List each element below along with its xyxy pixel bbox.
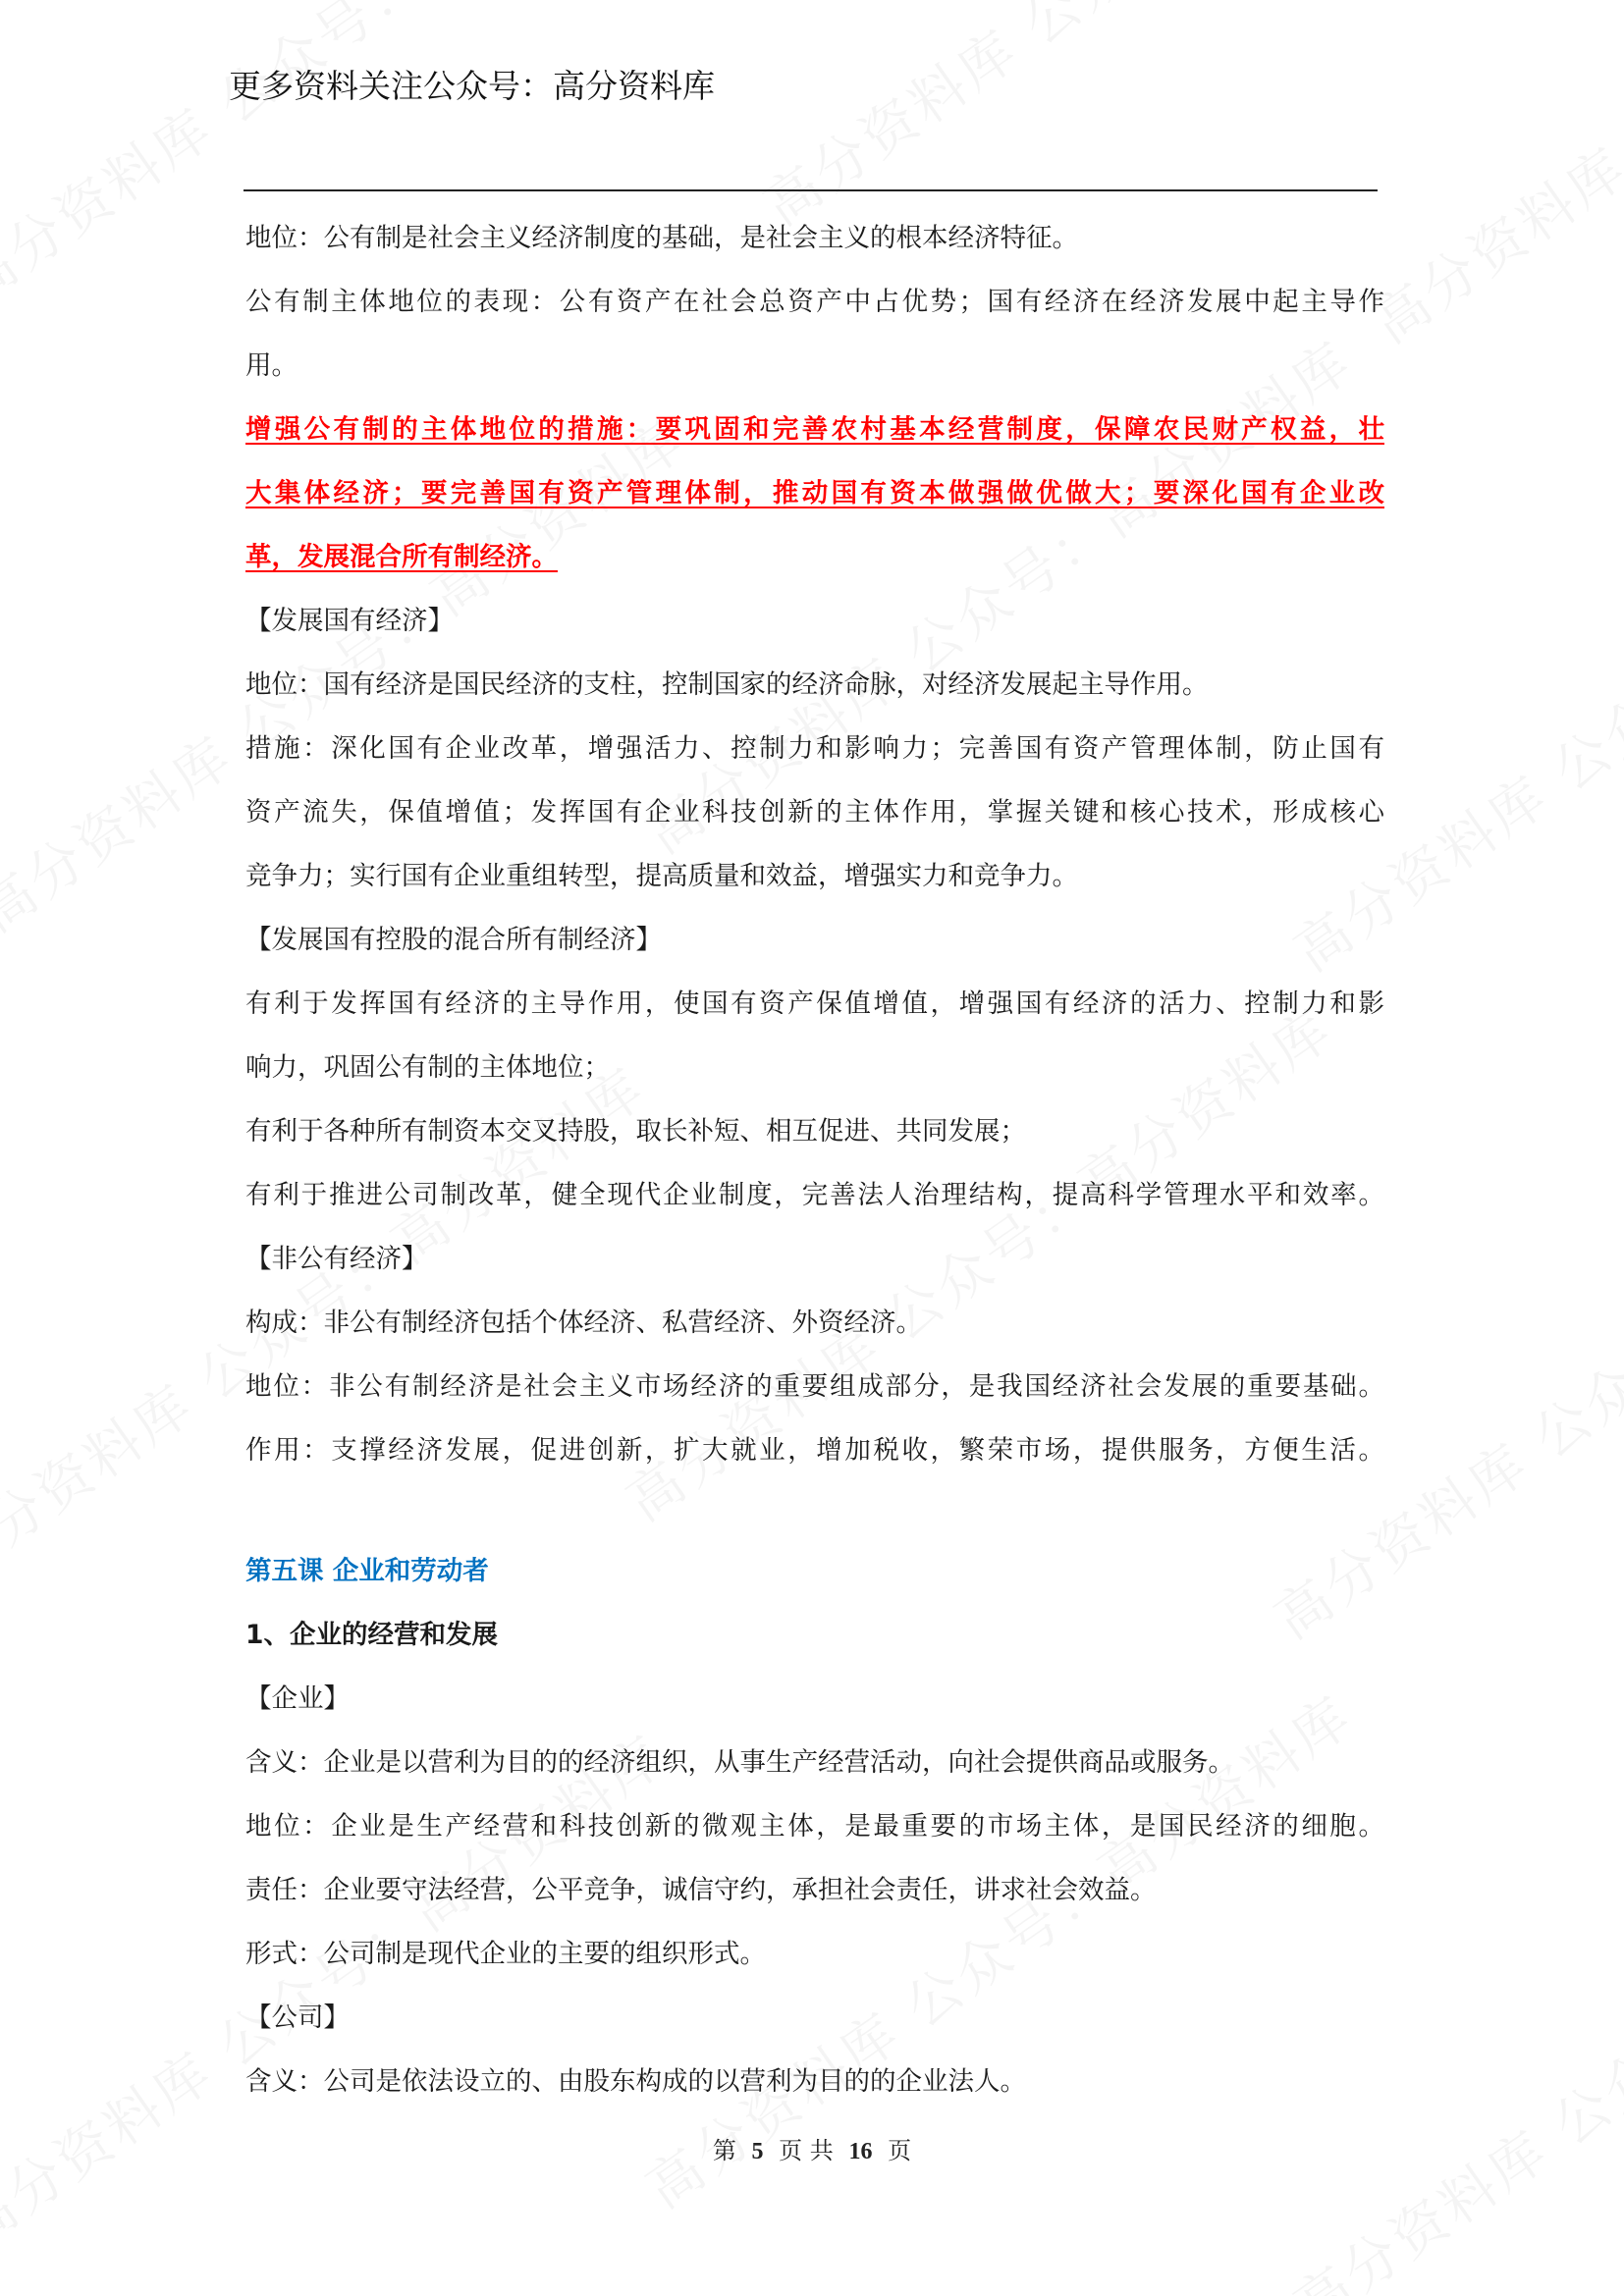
subheading: 【发展国有控股的混合所有制经济】	[245, 925, 662, 955]
current-page-number: 5	[751, 2139, 764, 2164]
text-line: 地位：非公有制经济是社会主义市场经济的重要组成部分，是我国经济社会发展的重要基础。	[245, 1371, 1384, 1402]
text-line: 地位：国有经济是国民经济的支柱，控制国家的经济命脉，对经济发展起主导作用。	[245, 669, 1209, 700]
text-line: 措施：深化国有企业改革，增强活力、控制力和影响力；完善国有资产管理体制，防止国有	[245, 733, 1384, 764]
page-label-suffix: 页	[888, 2137, 912, 2164]
text-line: 责任：企业要守法经营，公平竞争，诚信守约，承担社会责任，讲求社会效益。	[245, 1875, 1157, 1905]
highlighted-line: 大集体经济；要完善国有资产管理体制，推动国有资本做强做优做大；要深化国有企业改	[245, 478, 1384, 508]
text-line: 资产流失，保值增值；发挥国有企业科技创新的主体作用，掌握关键和核心技术，形成核心	[245, 797, 1384, 828]
subheading: 【公司】	[245, 2002, 350, 2033]
total-page-count: 16	[848, 2139, 873, 2164]
watermark-text	[746, 0, 1485, 241]
text-line: 公有制主体地位的表现：公有资产在社会总资产中占优势；国有经济在经济发展中起主导作	[245, 287, 1384, 317]
highlighted-line: 革，发展混合所有制经济。	[245, 542, 558, 572]
text-line: 构成：非公有制经济包括个体经济、私营经济、外资经济。	[245, 1308, 922, 1338]
page-header: 更多资料关注公众号：高分资料库	[229, 67, 715, 105]
text-line: 含义：公司是依法设立的、由股东构成的以营利为目的的企业法人。	[245, 2066, 1026, 2097]
text-line: 有利于推进公司制改革，健全现代企业制度，完善法人治理结构，提高科学管理水平和效率。	[245, 1180, 1384, 1210]
watermark-text	[1355, 0, 1624, 359]
text-line: 用。	[245, 350, 298, 381]
text-line: 响力，巩固公有制的主体地位；	[245, 1052, 610, 1083]
text-line: 竞争力；实行国有企业重组转型，提高质量和效益，增强实力和竞争力。	[245, 861, 1078, 891]
highlighted-line: 增强公有制的主体地位的措施：要巩固和完善农村基本经营制度，保障农民财产权益，壮	[245, 414, 1384, 445]
section-gap	[245, 1482, 1384, 1539]
text-line: 地位：公有制是社会主义经济制度的基础，是社会主义的根本经济特征。	[245, 223, 1078, 253]
text-line: 含义：企业是以营利为目的的经济组织，从事生产经营活动，向社会提供商品或服务。	[245, 1747, 1234, 1778]
section-title: 1、企业的经营和发展	[245, 1620, 498, 1650]
lesson-title: 第五课 企业和劳动者	[245, 1556, 489, 1586]
page-footer	[0, 2131, 1624, 2165]
subheading: 【非公有经济】	[245, 1244, 428, 1274]
text-line: 作用：支撑经济发展，促进创新，扩大就业，增加税收，繁荣市场，提供服务，方便生活。	[245, 1435, 1384, 1466]
subheading: 【企业】	[245, 1683, 350, 1714]
subheading: 【发展国有经济】	[245, 606, 454, 636]
text-line: 有利于发挥国有经济的主导作用，使国有资产保值增值，增强国有经济的活力、控制力和影	[245, 988, 1384, 1019]
text-line: 地位：企业是生产经营和科技创新的微观主体，是最重要的市场主体，是国民经济的细胞。	[245, 1811, 1384, 1842]
text-line: 形式：公司制是现代企业的主要的组织形式。	[245, 1939, 766, 1969]
page-label-middle: 页 共	[779, 2137, 834, 2164]
document-body	[245, 206, 1384, 2113]
header-divider	[244, 189, 1378, 191]
text-line: 有利于各种所有制资本交叉持股，取长补短、相互促进、共同发展；	[245, 1116, 1026, 1147]
page-label-prefix: 第	[712, 2137, 736, 2164]
